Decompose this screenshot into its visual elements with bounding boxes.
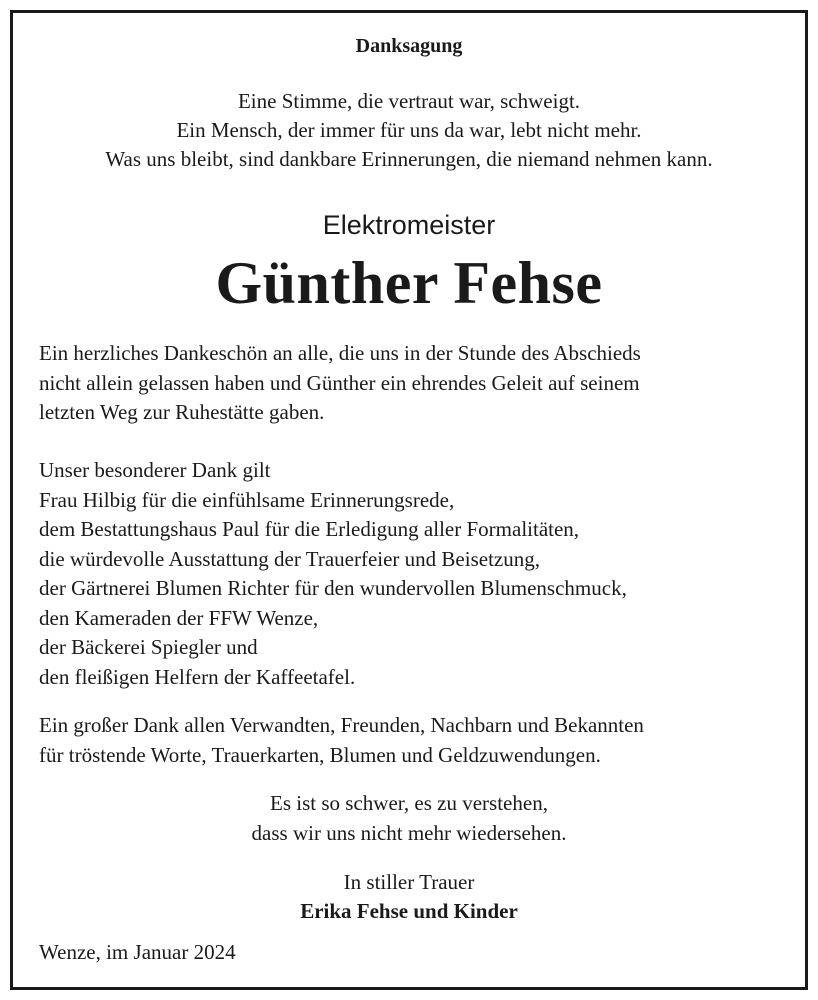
paragraph-line: der Gärtnerei Blumen Richter für den wundervollen Blumenschmuck,	[39, 576, 627, 600]
verse-line: Es ist so schwer, es zu verstehen,	[270, 791, 548, 815]
paragraph-line: Frau Hilbig für die einfühlsame Erinnerungsrede,	[39, 487, 455, 512]
paragraph-line: Unser besonderer Dank gilt	[39, 458, 271, 482]
paragraph-line: der Bäckerei Spiegler und	[39, 635, 258, 659]
mourning-block	[13, 868, 805, 926]
notice-title: Danksagung	[355, 35, 463, 57]
thanks-paragraph-1	[39, 339, 785, 428]
motto-line: Ein Mensch, der immer für uns da war, lebt nicht mehr.	[176, 118, 642, 142]
paragraph-line: Ein großer Dank allen Verwandten, Freunden, Nachbarn und Bekannten	[39, 713, 644, 737]
paragraph-line: den Kameraden der FFW Wenze,	[39, 605, 319, 630]
mourning-intro: In stiller Trauer	[343, 870, 475, 894]
paragraph-line: Ein herzliches Dankeschön an alle, die uns in der Stunde des Abschieds	[39, 341, 641, 365]
verse-line: dass wir uns nicht mehr wiedersehen.	[251, 821, 567, 845]
paragraph-line: den fleißigen Helfern der Kaffeetafel.	[39, 664, 356, 689]
thanks-paragraph-2	[39, 456, 785, 692]
paragraph-line: letzten Weg zur Ruhestätte gaben.	[39, 400, 325, 424]
motto-line: Eine Stimme, die vertraut war, schweigt.	[237, 89, 581, 113]
notice-frame	[10, 10, 808, 990]
motto-line: Was uns bleibt, sind dankbare Erinnerungen, die niemand nehmen kann.	[105, 147, 713, 171]
paragraph-line: dem Bestattungshaus Paul für die Erledigung aller Formalitäten,	[39, 517, 580, 541]
paragraph-line: nicht allein gelassen haben und Günther ein ehrendes Geleit auf seinem	[39, 370, 640, 395]
place-date: Wenze, im Januar 2024	[39, 940, 236, 964]
paragraph-line: die würdevolle Ausstattung der Trauerfeier und Beisetzung,	[39, 546, 540, 571]
motto	[13, 87, 805, 174]
mourning-signers: Erika Fehse und Kinder	[300, 899, 518, 923]
deceased-name: Günther Fehse	[215, 250, 603, 316]
deceased-role: Elektromeister	[322, 210, 496, 240]
paragraph-line: für tröstende Worte, Trauerkarten, Blumen und Geldzuwendungen.	[39, 742, 601, 767]
verse	[13, 788, 805, 848]
thanks-paragraph-3	[39, 711, 785, 770]
